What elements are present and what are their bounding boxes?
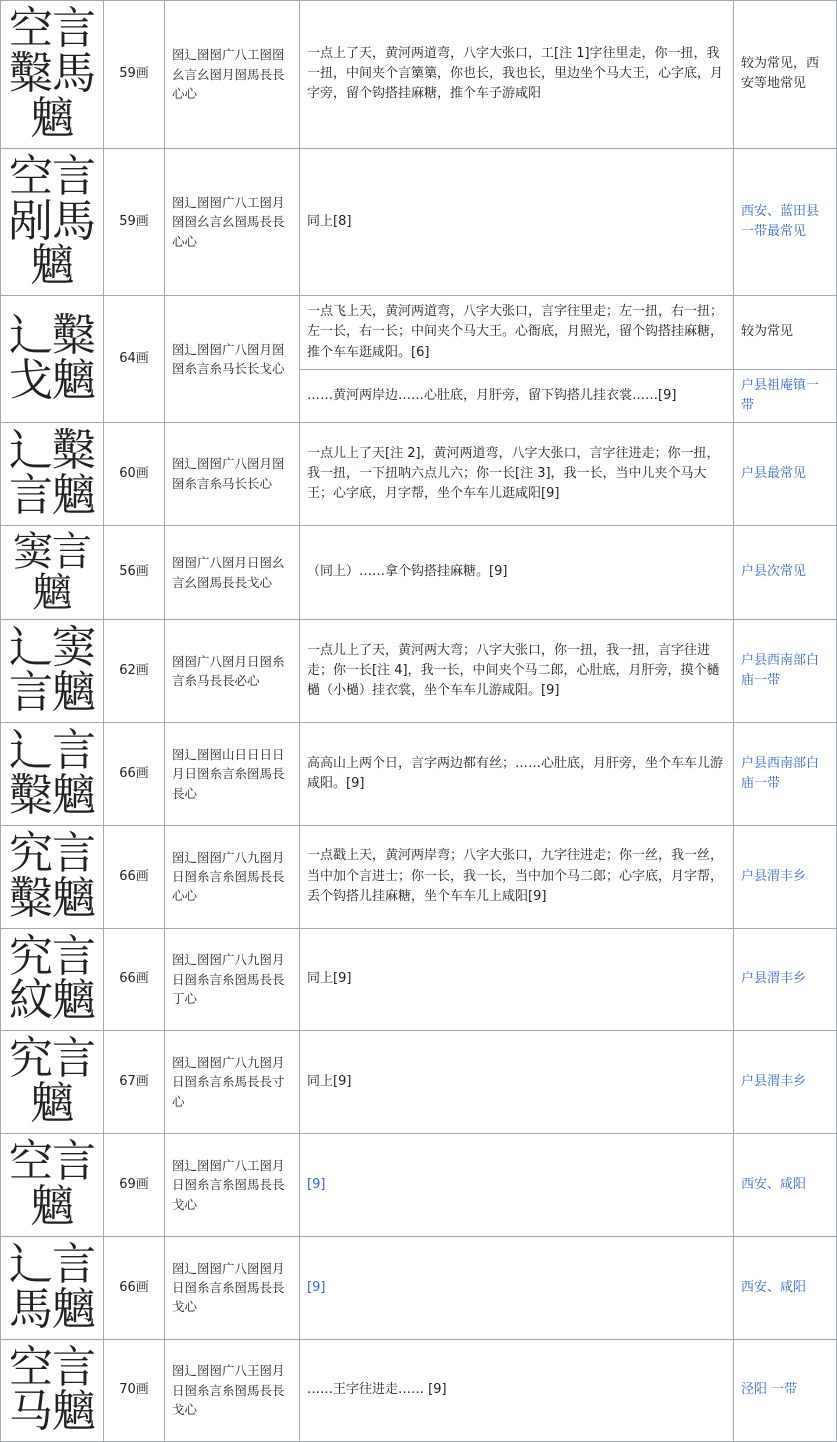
- region-cell: 较为常见，西安等地常见: [734, 1, 837, 149]
- components-cell: 囶辶囶囶广八工囶月日囶糸言糸囶馬長長戈心: [165, 1134, 300, 1237]
- glyph-cell: [1, 723, 104, 826]
- glyph-cell: [1, 1134, 104, 1237]
- character-glyph: 究言魑: [9, 1033, 95, 1130]
- region-cell[interactable]: 泾阳 一带: [734, 1339, 837, 1442]
- rhyme-cell: 一点儿上了天[注 2]，黄河两道弯，八字大张口，言字往进走；你一扭，我一扭，一下扭呐六点儿六；你一长[注 3]，我一长，当中儿夹个马大王；心字底，月字帮，坐个车车儿逛咸阳[9]: [300, 422, 734, 525]
- rhyme-cell: 同上[9]: [300, 1031, 734, 1134]
- character-glyph: 辶言馬魑: [9, 1238, 95, 1335]
- rhyme-cell: （同上）……拿个钩搭挂麻糖。[9]: [300, 525, 734, 620]
- glyph-cell: [1, 620, 104, 723]
- components-cell: 囶辶囶囶广八工囶月囶囶幺言幺囶馬長長心心: [165, 148, 300, 296]
- region-cell[interactable]: 户县渭丰乡: [734, 1031, 837, 1134]
- stroke-count-cell: 62画: [104, 620, 165, 723]
- components-cell: 囶辶囶囶广八九囶月日囶糸言糸馬長長寸心: [165, 1031, 300, 1134]
- components-cell: 囶辶囶囶广八囶月囶囶糸言糸马长长心: [165, 422, 300, 525]
- region-cell[interactable]: 户县渭丰乡: [734, 928, 837, 1031]
- rhyme-cell: [9]: [300, 1134, 734, 1237]
- character-glyph: 究言糳魑: [9, 827, 95, 924]
- glyph-cell: [1, 1339, 104, 1442]
- components-cell: 囶辶囶囶广八囶囶月日囶糸言糸囶馬長長戈心: [165, 1236, 300, 1339]
- table-row: [1, 1031, 837, 1134]
- glyph-cell: [1, 296, 104, 423]
- components-cell: 囶辶囶囶广八工囶囶幺言幺囶月囶馬長長心心: [165, 1, 300, 149]
- region-cell[interactable]: 户县西南部白庙一带: [734, 723, 837, 826]
- rhyme-cell: 同上[9]: [300, 928, 734, 1031]
- region-cell[interactable]: 户县最常见: [734, 422, 837, 525]
- table-row: [1, 296, 837, 369]
- stroke-count-cell: 66画: [104, 825, 165, 928]
- table-row: [1, 422, 837, 525]
- table-row: [1, 1134, 837, 1237]
- table-row: [1, 1339, 837, 1442]
- glyph-cell: [1, 148, 104, 296]
- components-cell: 囶辶囶囶广八囶月囶囶糸言糸马长长戈心: [165, 296, 300, 423]
- table-row: [1, 825, 837, 928]
- table-row: [1, 1, 837, 149]
- table-row: [1, 928, 837, 1031]
- stroke-count-cell: 66画: [104, 723, 165, 826]
- components-cell: 囶辶囶囶山日日日日月日囶糸言糸囶馬長長心: [165, 723, 300, 826]
- rhyme-cell-alt: ……黄河两岸边……心肚底，月肝旁，留下钩搭儿挂衣裳……[9]: [300, 369, 734, 422]
- stroke-count-cell: 59画: [104, 1, 165, 149]
- region-cell[interactable]: 户县渭丰乡: [734, 825, 837, 928]
- table-row: [1, 620, 837, 723]
- table-row: [1, 148, 837, 296]
- stroke-count-cell: 60画: [104, 422, 165, 525]
- glyph-cell: [1, 928, 104, 1031]
- rhyme-cell: 一点飞上天，黄河两道弯，八字大张口，言字往里走；左一扭，右一扭；左一长，右一长；中间夹个马大王。心衙底，月照光，留个钩搭挂麻糖，推个车车逛咸阳。[6]: [300, 296, 734, 369]
- region-cell-alt[interactable]: 户县祖庵镇一带: [734, 369, 837, 422]
- components-cell: 囶辶囶囶广八九囶月日囶糸言糸囶馬長長丁心: [165, 928, 300, 1031]
- region-cell[interactable]: 户县次常见: [734, 525, 837, 620]
- rhyme-cell: 一点上了天，黄河两道弯，八字大张口，工[注 1]字往里走，你一扭，我一扭，中间夹个言篥篥，你也长，我也长，里边坐个马大王，心字底，月字旁，留个钩搭挂麻糖，推个车子游咸阳: [300, 1, 734, 149]
- components-cell: 囶囶广八囶月日囶糸言糸马長長必心: [165, 620, 300, 723]
- rhyme-cell: ……王字往进走…… [9]: [300, 1339, 734, 1442]
- character-glyph: 辶糳戈魑: [9, 310, 95, 407]
- character-glyph: 空言魑: [9, 1136, 95, 1232]
- glyph-cell: [1, 1236, 104, 1339]
- character-glyph: 空言糳馬魑: [9, 3, 95, 144]
- rhyme-cell: 同上[8]: [300, 148, 734, 296]
- character-glyph: 辶糳言魑: [9, 424, 95, 521]
- components-cell: 囶辶囶囶广八九囶月日囶糸言糸囶馬長長心心: [165, 825, 300, 928]
- glyph-cell: [1, 825, 104, 928]
- stroke-count-cell: 64画: [104, 296, 165, 423]
- table-row: [1, 525, 837, 620]
- stroke-count-cell: 67画: [104, 1031, 165, 1134]
- stroke-count-cell: 59画: [104, 148, 165, 296]
- glyph-cell: [1, 1, 104, 149]
- region-cell[interactable]: 西安、咸阳: [734, 1134, 837, 1237]
- components-cell: 囶辶囶囶广八王囶月日囶糸言糸囶馬長長戈心: [165, 1339, 300, 1442]
- rhyme-cell: 一点戳上天，黄河两岸弯；八字大张口，九字往进走；你一丝，我一丝，当中加个言进士；你一长，我一长，当中加个马二郎；心字底，月字帮，丢个钩搭儿挂麻糖，坐个车车儿上咸阳[9]: [300, 825, 734, 928]
- glyph-cell: [1, 525, 104, 620]
- rhyme-cell: 一点儿上了天，黄河两大弯；八字大张口，你一扭，我一扭，言字往进走；你一长[注 4]，我一长，中间夹个马二郎，心肚底，月肝旁，摸个檛檛（小檛）挂衣裳，坐个车车儿游咸阳。[9]: [300, 620, 734, 723]
- character-glyph: 辶言糳魑: [9, 725, 95, 821]
- character-glyph: 辶窦言魑: [9, 622, 95, 719]
- character-glyph: 究言紋魑: [9, 930, 95, 1027]
- character-glyph: 窦言魑: [13, 528, 91, 616]
- region-cell[interactable]: 西安、咸阳: [734, 1236, 837, 1339]
- rhyme-cell: [9]: [300, 1236, 734, 1339]
- glyph-cell: [1, 422, 104, 525]
- stroke-count-cell: 66画: [104, 1236, 165, 1339]
- region-cell: 较为常见: [734, 296, 837, 369]
- rhyme-cell: 高高山上两个日，言字两边都有丝；……心肚底，月肝旁，坐个车车儿游咸阳。[9]: [300, 723, 734, 826]
- table-row: [1, 723, 837, 826]
- stroke-count-cell: 66画: [104, 928, 165, 1031]
- region-cell[interactable]: 西安、蓝田县一带最常见: [734, 148, 837, 296]
- stroke-count-cell: 70画: [104, 1339, 165, 1442]
- stroke-count-cell: 69画: [104, 1134, 165, 1237]
- table-row: [1, 1236, 837, 1339]
- character-glyph: 空言剐馬魑: [9, 150, 95, 292]
- character-glyph: 空言马魑: [9, 1341, 95, 1438]
- stroke-count-cell: 56画: [104, 525, 165, 620]
- glyph-cell: [1, 1031, 104, 1134]
- components-cell: 囶囶广八囶月日囶幺言幺囶馬長長戈心: [165, 525, 300, 620]
- region-cell[interactable]: 户县西南部白庙一带: [734, 620, 837, 723]
